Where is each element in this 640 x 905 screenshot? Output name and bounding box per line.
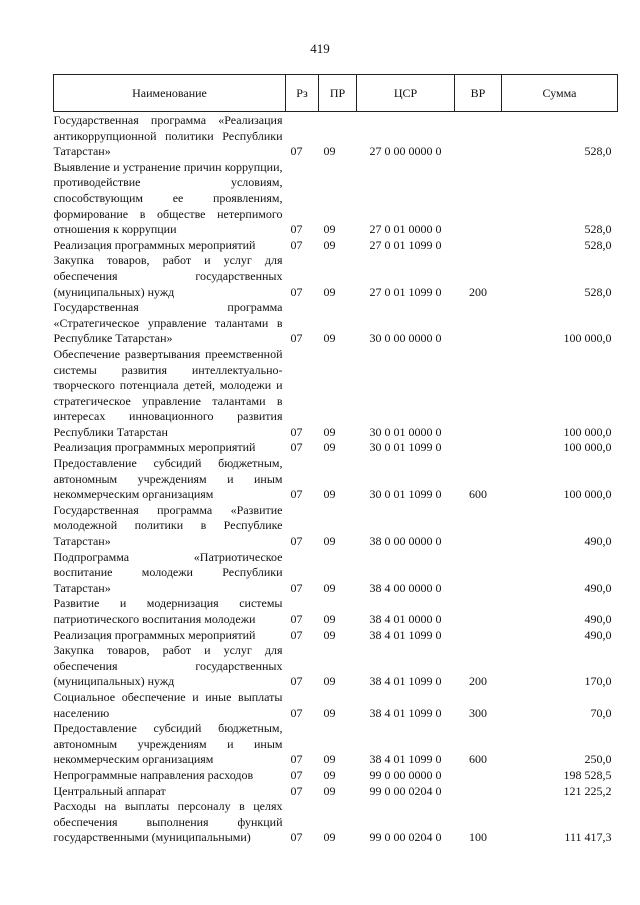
row-name: Реализация программных мероприятий — [53, 440, 256, 455]
row-sum: 100 000,0 — [563, 331, 612, 346]
row-csr: 38 0 00 0000 0 — [369, 534, 442, 549]
row-rz: 07 — [290, 144, 303, 159]
table-row — [54, 238, 618, 254]
row-csr: 27 0 01 0000 0 — [369, 222, 442, 237]
row-name: Выявление и устранение причин коррупции, противодействие условиям, способствующим ее проявлениям, формирование в обществе нетерпимого отношения к коррупции — [53, 159, 283, 237]
table-row — [54, 596, 618, 627]
row-csr: 99 0 00 0000 0 — [369, 767, 442, 782]
row-rz: 07 — [290, 612, 303, 626]
row-name: Государственная программа «Реализация антикоррупционной политики Республики Татарстан» — [53, 113, 283, 159]
table-row — [54, 347, 618, 441]
table-row — [54, 643, 618, 690]
table-header — [54, 75, 618, 112]
page-number: 419 — [310, 41, 330, 56]
row-sum: 170,0 — [584, 674, 612, 689]
row-sum: 198 528,5 — [563, 767, 612, 782]
row-vr: 200 — [469, 284, 487, 299]
table-row — [54, 253, 618, 300]
row-csr: 30 0 01 1099 0 — [369, 487, 442, 502]
row-rz: 07 — [290, 580, 303, 595]
row-rz: 07 — [290, 627, 303, 642]
row-sum: 100 000,0 — [563, 424, 612, 439]
row-csr: 38 4 01 1099 0 — [369, 627, 442, 642]
row-vr — [455, 768, 502, 784]
row-sum: 528,0 — [584, 284, 612, 299]
row-sum: 490,0 — [584, 534, 612, 549]
row-rz: 07 — [290, 440, 303, 455]
row-name: Развитие и модернизация системы патриотического воспитания молодежи — [53, 596, 283, 626]
table-row — [54, 550, 618, 597]
row-rz: 07 — [290, 674, 303, 689]
row-name: Реализация программных мероприятий — [53, 627, 256, 642]
header-pr: ПР — [319, 75, 357, 112]
row-pr: 09 — [323, 144, 336, 159]
row-name: Социальное обеспечение и иные выплаты населению — [53, 689, 283, 720]
row-rz: 07 — [290, 237, 303, 252]
row-vr: 200 — [469, 674, 487, 689]
row-rz: 07 — [290, 767, 303, 782]
table-row — [54, 300, 618, 347]
row-csr: 30 0 00 0000 0 — [369, 331, 442, 346]
row-vr — [455, 784, 502, 800]
row-csr: 38 4 01 1099 0 — [369, 674, 442, 689]
row-sum: 528,0 — [584, 222, 612, 237]
row-csr: 27 0 00 0000 0 — [369, 144, 442, 159]
row-sum: 490,0 — [584, 580, 612, 595]
row-pr: 09 — [323, 222, 336, 237]
row-csr: 38 4 01 0000 0 — [369, 612, 442, 626]
row-sum: 528,0 — [584, 144, 612, 159]
row-csr: 30 0 01 0000 0 — [369, 424, 442, 439]
row-name: Подпрограмма «Патриотическое воспитание молодежи Республики Татарстан» — [53, 549, 283, 595]
row-name: Государственная программа «Стратегическое управление талантами в Республике Татарстан» — [53, 300, 283, 346]
row-sum: 111 417,3 — [564, 830, 612, 845]
budget-table-container — [53, 74, 617, 846]
row-pr: 09 — [323, 783, 336, 798]
row-name: Закупка товаров, работ и услуг для обеспечения государственных (муниципальных) нужд — [53, 253, 283, 299]
row-rz: 07 — [290, 534, 303, 549]
row-csr: 27 0 01 1099 0 — [369, 284, 442, 299]
row-vr — [455, 160, 502, 238]
row-name: Предоставление субсидий бюджетным, автономным учреждениям и иным некоммерческим организациям — [53, 721, 283, 767]
row-name: Непрограммные направления расходов — [53, 767, 254, 782]
row-sum: 100 000,0 — [563, 487, 612, 502]
row-pr: 09 — [323, 331, 336, 346]
row-sum: 490,0 — [584, 612, 612, 626]
row-name: Реализация программных мероприятий — [53, 237, 256, 252]
row-name: Расходы на выплаты персоналу в целях обеспечения выполнения функций государственными (муниципальными) — [53, 799, 283, 845]
header-vr: ВР — [455, 75, 502, 112]
row-vr — [455, 596, 502, 627]
header-sum: Сумма — [502, 75, 618, 112]
row-vr: 100 — [469, 830, 487, 845]
row-rz: 07 — [290, 705, 303, 720]
row-sum: 250,0 — [584, 752, 612, 767]
table-body — [54, 112, 618, 846]
row-pr: 09 — [323, 767, 336, 782]
row-rz: 07 — [290, 487, 303, 502]
table-row — [54, 456, 618, 503]
table-row — [54, 112, 618, 160]
row-vr — [455, 112, 502, 160]
header-name: Наименование — [54, 75, 286, 112]
row-rz: 07 — [290, 752, 303, 767]
table-row — [54, 503, 618, 550]
header-rz: Рз — [286, 75, 319, 112]
table-row — [54, 799, 618, 846]
header-csr: ЦСР — [357, 75, 455, 112]
header-row — [54, 75, 618, 112]
row-name: Предоставление субсидий бюджетным, автономным учреждениям и иным некоммерческим организациям — [53, 456, 283, 502]
row-vr — [455, 550, 502, 597]
row-vr — [455, 440, 502, 456]
row-rz: 07 — [290, 284, 303, 299]
row-csr: 99 0 00 0204 0 — [369, 830, 442, 845]
row-sum: 528,0 — [584, 237, 612, 252]
row-vr: 300 — [469, 705, 487, 720]
row-pr: 09 — [323, 674, 336, 689]
row-pr: 09 — [323, 487, 336, 502]
table-row — [54, 768, 618, 784]
row-csr: 38 4 00 0000 0 — [369, 580, 442, 595]
row-pr: 09 — [323, 424, 336, 439]
row-sum: 70,0 — [590, 705, 612, 720]
row-vr — [455, 347, 502, 441]
row-vr: 600 — [469, 487, 487, 502]
row-sum: 121 225,2 — [563, 783, 612, 798]
row-pr: 09 — [323, 237, 336, 252]
row-pr: 09 — [323, 705, 336, 720]
row-pr: 09 — [323, 627, 336, 642]
table-row — [54, 721, 618, 768]
row-vr — [455, 300, 502, 347]
row-sum: 100 000,0 — [563, 440, 612, 455]
row-vr — [455, 628, 502, 644]
table-row — [54, 160, 618, 238]
row-vr — [455, 503, 502, 550]
row-name: Центральный аппарат — [53, 783, 166, 798]
row-csr: 30 0 01 1099 0 — [369, 440, 442, 455]
row-vr: 600 — [469, 752, 487, 767]
row-pr: 09 — [323, 580, 336, 595]
row-csr: 27 0 01 1099 0 — [369, 237, 442, 252]
row-name: Закупка товаров, работ и услуг для обеспечения государственных (муниципальных) нужд — [53, 643, 283, 689]
table-row — [54, 690, 618, 721]
row-csr: 38 4 01 1099 0 — [369, 705, 442, 720]
table-row — [54, 440, 618, 456]
row-rz: 07 — [290, 424, 303, 439]
table-row — [54, 628, 618, 644]
row-name: Обеспечение развертывания преемственной системы развития интеллектуально-творческого потенциала детей, молодежи и стратегическое управление талантами в интересах инновационного развития Республики Татарстан — [53, 346, 283, 439]
row-csr: 38 4 01 1099 0 — [369, 752, 442, 767]
row-pr: 09 — [323, 284, 336, 299]
row-pr: 09 — [323, 534, 336, 549]
row-csr: 99 0 00 0204 0 — [369, 783, 442, 798]
row-sum: 490,0 — [584, 627, 612, 642]
row-rz: 07 — [290, 222, 303, 237]
row-pr: 09 — [323, 830, 336, 845]
table-row — [54, 784, 618, 800]
row-rz: 07 — [290, 783, 303, 798]
row-rz: 07 — [290, 331, 303, 346]
budget-table — [53, 74, 618, 846]
row-pr: 09 — [323, 612, 336, 626]
row-rz: 07 — [290, 830, 303, 845]
row-pr: 09 — [323, 440, 336, 455]
row-vr — [455, 238, 502, 254]
row-pr: 09 — [323, 752, 336, 767]
row-name: Государственная программа «Развитие молодежной политики в Республике Татарстан» — [53, 502, 283, 549]
